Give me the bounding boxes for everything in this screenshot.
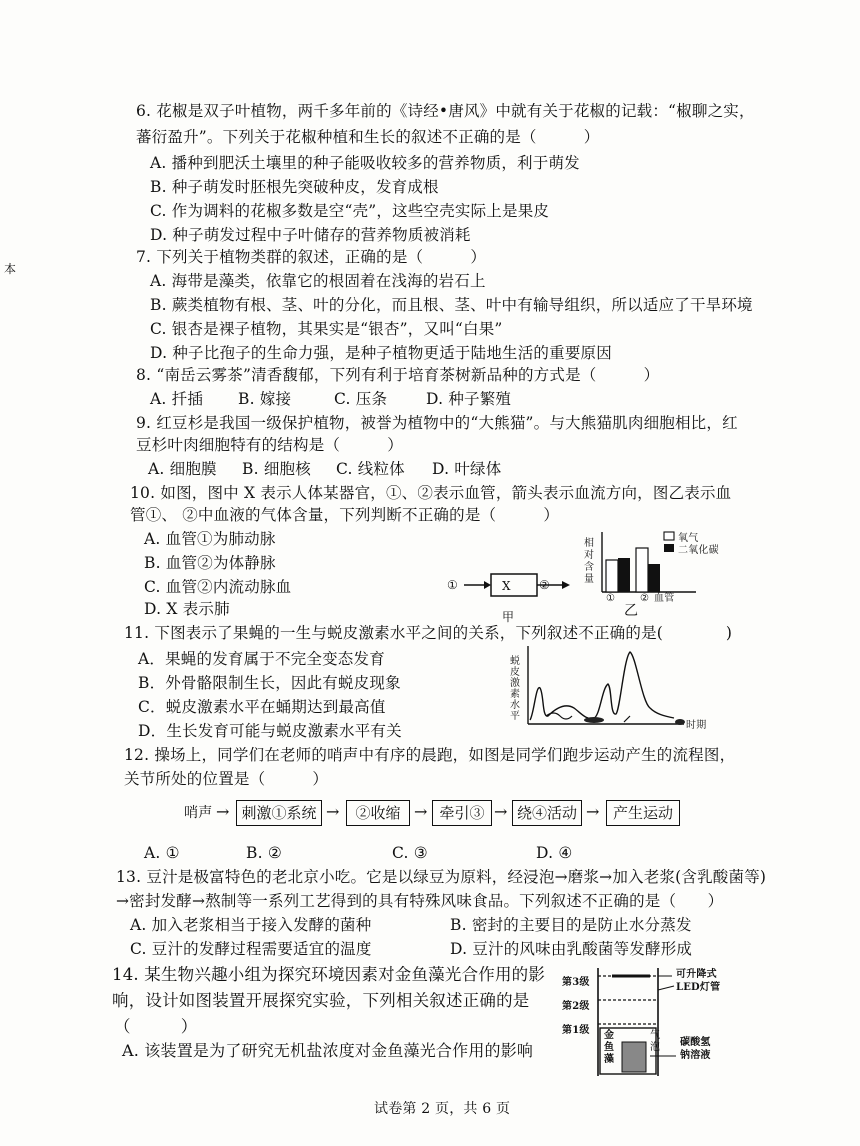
flow-arrow-5: →	[586, 802, 600, 821]
q10-option-a: A. 血管①为肺动脉	[144, 530, 276, 548]
flow-step-1: 刺激①系统	[236, 800, 322, 826]
q14-level2: 第2级	[562, 1001, 590, 1012]
q11-option-b: B．外骨骼限制生长，因此有蜕皮现象	[138, 674, 401, 692]
q14-stem-line3: （ ）	[114, 1017, 198, 1036]
q10-option-c: C. 血管②内流动脉血	[144, 578, 292, 596]
q14-level3: 第3级	[562, 977, 590, 988]
q10-yi-xtick2: ②	[640, 593, 650, 604]
q10-jia-vessel1: ①	[447, 578, 458, 592]
q14-gas-label: 气 泡	[650, 1030, 661, 1053]
q11-option-c: C．蜕皮激素水平在蛹期达到最高值	[138, 698, 386, 716]
q12-option-a: A. ①	[144, 844, 180, 862]
flow-arrow-1: →	[216, 802, 230, 821]
q10-option-d: D. X 表示肺	[144, 600, 230, 618]
legend-co2-swatch	[664, 544, 674, 552]
q10-legend-co2: 二氧化碳	[678, 545, 719, 556]
q8-option-a: A. 扦插	[150, 390, 204, 408]
q10-jia-caption: 甲	[502, 610, 515, 624]
q10-yi-ylabel: 相 对 含 量	[584, 538, 595, 585]
bar-vessel2-o2	[636, 548, 648, 592]
q6-option-b: B. 种子萌发时胚根先突破种皮，发育成根	[150, 178, 439, 196]
flow-step-4: 绕④活动	[512, 800, 582, 826]
q6-option-a: A. 播种到肥沃土壤里的种子能吸收较多的营养物质，利于萌发	[150, 154, 580, 172]
hormone-curve	[530, 652, 674, 720]
q13-option-b: B. 密封的主要目的是防止水分蒸发	[450, 916, 692, 934]
q8-option-b: B. 嫁接	[238, 390, 292, 408]
q14-stem-line2: 响，设计如图装置开展探究实验，下列相关叙述正确的是	[112, 991, 530, 1010]
q12-option-d: D. ④	[536, 844, 573, 862]
q10-yi-caption: 乙	[624, 603, 639, 619]
q8-option-c: C. 压条	[334, 390, 388, 408]
q11-option-a: A．果蝇的发育属于不完全变态发育	[138, 650, 385, 668]
q10-jia-vessel2: ②	[539, 578, 550, 592]
q7-option-d: D. 种子比孢子的生命力强，是种子植物更适于陆地生活的重要原因	[150, 344, 612, 362]
flow-arrow-3: →	[414, 802, 428, 821]
q7-stem: 7. 下列关于植物类群的叙述，正确的是（ ）	[136, 248, 487, 266]
q9-option-b: B. 细胞核	[242, 460, 311, 478]
q10-yi-xtick1: ①	[606, 593, 616, 604]
q14-solution-label: 碳酸氢 钠溶液	[680, 1037, 711, 1061]
q14-level1: 第1级	[562, 1025, 590, 1036]
q12-stem-line1: 12. 操场上，同学们在老师的哨声中有序的晨跑，如图是同学们跑步运动产生的流程图，	[124, 746, 736, 764]
q11-hormone-figure	[524, 644, 704, 734]
q13-option-c: C. 豆汁的发酵过程需要适宜的温度	[130, 940, 372, 958]
flow-step-5: 产生运动	[606, 800, 680, 826]
q14-lamp-label: 可升降式 LED灯管	[676, 969, 721, 993]
q6-stem-line1: 6. 花椒是双子叶植物，两千多年前的《诗经•唐风》中就有关于花椒的记载：“椒聊之实，	[136, 102, 755, 120]
q8-option-d: D. 种子繁殖	[426, 390, 512, 408]
margin-mark: 本	[4, 262, 17, 276]
flow-step-2: ②收缩	[346, 800, 410, 826]
q9-stem-line1: 9. 红豆杉是我国一级保护植物，被誉为植物中的“大熊猫”。与大熊猫肌肉细胞相比，红	[136, 414, 738, 432]
page-footer: 试卷第 2 页，共 6 页	[374, 1101, 511, 1117]
q11-stem: 11. 下图表示了果蝇的一生与蜕皮激素水平之间的关系，下列叙述不正确的是( )	[124, 624, 733, 642]
q13-option-d: D. 豆汁的风味由乳酸菌等发酵形成	[450, 940, 693, 958]
q12-option-b: B. ②	[246, 844, 282, 862]
q12-option-c: C. ③	[392, 844, 428, 862]
q10-yi-xlabel: 血管	[654, 593, 675, 604]
flow-arrow-4: →	[494, 802, 508, 821]
q10-stem-line1: 10. 如图，图中 X 表示人体某器官，①、②表示血管，箭头表示血流方向，图乙表示血	[130, 484, 732, 502]
q9-stem-line2: 豆杉叶肉细胞特有的结构是（ ）	[136, 436, 403, 454]
q10-option-b: B. 血管②为体静脉	[144, 554, 276, 572]
flow-start: 哨声	[184, 805, 213, 821]
q9-option-a: A. 细胞膜	[148, 460, 217, 478]
q7-option-a: A. 海带是藻类，依靠它的根固着在浅海的岩石上	[150, 272, 486, 290]
q13-option-a: A. 加入老浆相当于接入发酵的菌种	[130, 916, 372, 934]
q11-fig-xlabel: 时期	[686, 720, 707, 731]
q6-stem-line2: 蕃衍盈升”。下列关于花椒种植和生长的叙述不正确的是（ ）	[136, 128, 600, 146]
q10-legend-o2: 氧气	[678, 533, 699, 544]
q12-stem-line2: 关节所处的位置是（ ）	[124, 770, 329, 788]
q14-option-a: A. 该装置是为了研究无机盐浓度对金鱼藻光合作用的影响	[122, 1041, 534, 1060]
flow-arrow-2: →	[326, 802, 340, 821]
q14-plant-label: 金 鱼 藻	[604, 1030, 615, 1065]
q7-option-c: C. 银杏是裸子植物，其果实是“银杏”，又叫“白果”	[150, 320, 503, 338]
q8-stem: 8. “南岳云雾茶”清香馥郁，下列有利于培育茶树新品种的方式是（ ）	[136, 366, 660, 384]
legend-o2-swatch	[664, 532, 674, 540]
q9-option-c: C. 线粒体	[336, 460, 405, 478]
q11-option-d: D．生长发育可能与蜕皮激素水平有关	[138, 722, 402, 740]
q9-option-d: D. 叶绿体	[432, 460, 502, 478]
q13-stem-line2: →密封发酵→熬制等一系列工艺得到的具有特殊风味食品。下列叙述不正确的是（ ）	[116, 892, 724, 910]
q14-stem-line1: 14. 某生物兴趣小组为探究环境因素对金鱼藻光合作用的影	[112, 965, 546, 984]
q13-stem-line1: 13. 豆汁是极富特色的老北京小吃。它是以绿豆为原料，经浸泡→磨浆→加入老浆(含乳酸菌等)	[116, 868, 767, 886]
flow-step-3: 牵引③	[432, 800, 492, 826]
q10-jia-x: X	[502, 579, 511, 593]
q11-fig-ylabel: 蜕 皮 激 素 水 平	[510, 656, 521, 722]
q7-option-b: B. 蕨类植物有根、茎、叶的分化，而且根、茎、叶中有输导组织，所以适应了干旱环境	[150, 296, 753, 314]
q6-option-d: D. 种子萌发过程中子叶储存的营养物质被消耗	[150, 226, 471, 244]
q10-stem-line2: 管①、 ②中血液的气体含量，下列判断不正确的是（ ）	[130, 506, 560, 524]
bar-vessel1-co2	[618, 558, 630, 592]
q6-option-c: C. 作为调料的花椒多数是空“壳”，这些空壳实际上是果皮	[150, 202, 550, 220]
